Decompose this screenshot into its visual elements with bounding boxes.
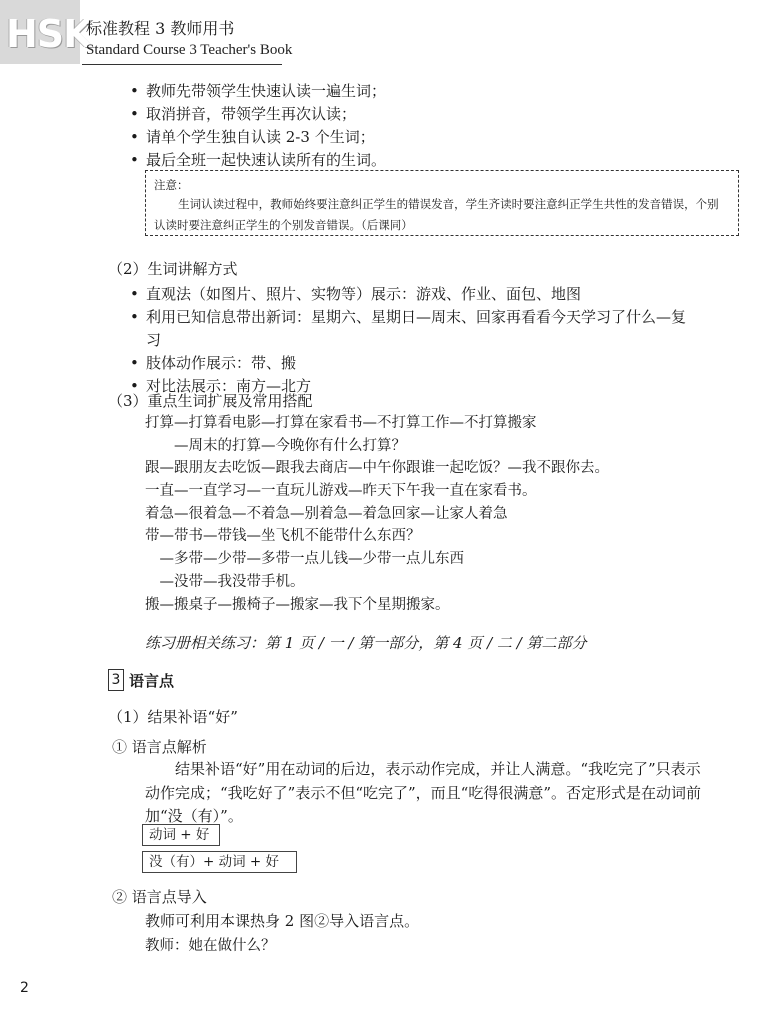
note-title: 注意： — [154, 178, 189, 192]
explanation-methods-list — [130, 283, 720, 398]
section-number-box: 3 — [108, 669, 124, 691]
page-number: 2 — [20, 980, 29, 996]
collocation-line: —周末的打算—今晚你有什么打算？ — [145, 437, 406, 454]
list-item: • 对比法展示：南方—北方 — [130, 375, 720, 398]
collocation-line: 着急—很着急—不着急—别着急—着急回家—让家人着急 — [145, 505, 508, 522]
collocation-line: —没带—我没带手机。 — [145, 573, 305, 590]
book-title-chinese: 标准教程 3 教师用书 — [86, 19, 235, 38]
book-title-english: Standard Course 3 Teacher's Book — [86, 42, 293, 58]
sub-heading: （1）结果补语“好” — [108, 708, 238, 726]
collocation-line: 一直—一直学习—一直玩儿游戏—昨天下午我一直在家看书。 — [145, 483, 537, 500]
explanation-paragraph: 结果补语“好”用在动词的后边，表示动作完成，并让人满意。“我吃完了”只表示动作完成；“我吃好了”表示不但“吃完了”，而且“吃得很满意”。否定形式是在动词前加“没（有）”。 — [145, 760, 702, 825]
section-heading: （2）生词讲解方式 — [108, 260, 238, 278]
note-box — [145, 170, 739, 236]
list-item: • 最后全班一起快速认读所有的生词。 — [130, 149, 386, 172]
formula-box: 没（有）+ 动词 + 好 — [142, 851, 297, 873]
collocation-line: 搬—搬桌子—搬椅子—搬家—我下个星期搬家。 — [145, 596, 450, 613]
collocation-line: —多带—少带—多带一点儿钱—少带一点儿东西 — [145, 551, 464, 568]
continuation-text: 习 — [146, 331, 162, 349]
section-heading: （3）重点生词扩展及常用搭配 — [108, 392, 313, 410]
section-title: 语言点 — [129, 672, 175, 690]
dialog-line: 教师：她在做什么？ — [145, 938, 276, 954]
list-item-continuation — [130, 329, 720, 352]
workbook-reference: 练习册相关练习：第 1 页 / 一 / 第一部分，第 4 页 / 二 / 第二部分 — [145, 634, 587, 652]
hsk-logo: HSK — [6, 12, 92, 56]
intro-text: 教师可利用本课热身 2 图②导入语言点。 — [145, 912, 420, 930]
collocation-line: 跟—跟朋友去吃饭—跟我去商店—中午你跟谁一起吃饭？—我不跟你去。 — [145, 460, 609, 477]
list-item: • 取消拼音，带领学生再次认读； — [130, 103, 386, 126]
list-item: • 请单个学生独自认读 2-3 个生词； — [130, 126, 386, 149]
collocation-line: 打算—打算看电影—打算在家看书—不打算工作—不打算搬家 — [145, 415, 537, 431]
list-item: • 利用已知信息带出新词：星期六、星期日—周末、回家再看看今天学习了什么—复 — [130, 306, 720, 329]
collocation-list — [145, 412, 609, 616]
part-label: ② 语言点导入 — [112, 888, 207, 906]
header-divider — [82, 64, 282, 65]
part-label: ① 语言点解析 — [112, 738, 207, 756]
list-item: • 肢体动作展示：带、搬 — [130, 352, 720, 375]
formula-box: 动词 + 好 — [142, 824, 220, 846]
list-item: • 直观法（如图片、照片、实物等）展示：游戏、作业、面包、地图 — [130, 283, 720, 306]
note-body: 生词认读过程中，教师始终要注意纠正学生的错误发音，学生齐读时要注意纠正学生共性的发音错误，个别认读时要注意纠正学生的个别发音错误。（后课同） — [154, 197, 719, 232]
collocation-line: 带—带书—带钱—坐飞机不能带什么东西？ — [145, 528, 421, 545]
reading-steps-list — [130, 80, 386, 172]
list-item: • 教师先带领学生快速认读一遍生词； — [130, 80, 386, 103]
